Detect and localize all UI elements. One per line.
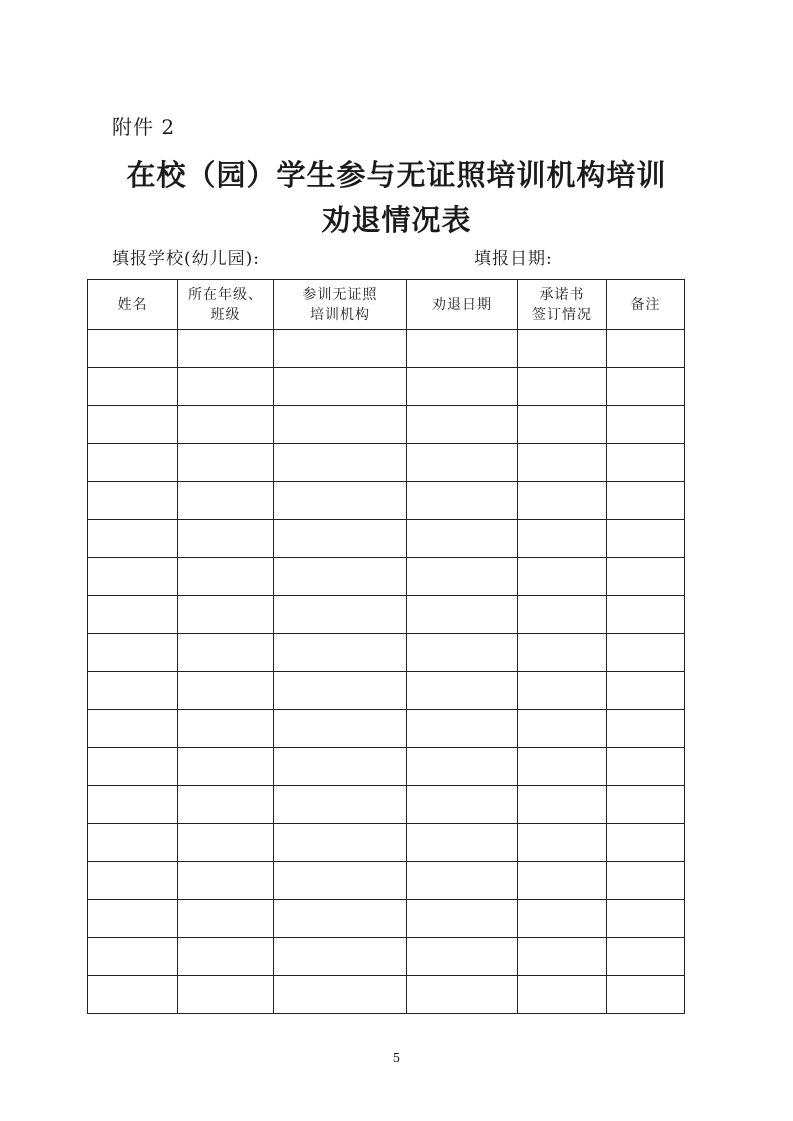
cell-remarks xyxy=(607,520,685,558)
header-remarks-text: 备注 xyxy=(630,296,661,313)
cell-remarks xyxy=(607,938,685,976)
cell-name xyxy=(88,558,178,596)
cell-commitment-status xyxy=(518,824,607,862)
cell-grade-class xyxy=(178,634,274,672)
cell-commitment-status xyxy=(518,368,607,406)
table-row xyxy=(88,976,685,1014)
cell-remarks xyxy=(607,406,685,444)
table-row xyxy=(88,634,685,672)
header-unlicensed-institution-line1: 参训无证照 xyxy=(302,286,378,303)
cell-grade-class xyxy=(178,482,274,520)
cell-name xyxy=(88,900,178,938)
cell-persuasion-date xyxy=(407,558,518,596)
cell-persuasion-date xyxy=(407,976,518,1014)
cell-grade-class xyxy=(178,710,274,748)
cell-commitment-status xyxy=(518,672,607,710)
cell-unlicensed-institution xyxy=(274,976,407,1014)
table-row xyxy=(88,938,685,976)
cell-unlicensed-institution xyxy=(274,710,407,748)
cell-name xyxy=(88,596,178,634)
cell-unlicensed-institution xyxy=(274,862,407,900)
cell-commitment-status xyxy=(518,786,607,824)
document-title-line-1: 在校（园）学生参与无证照培训机构培训 xyxy=(126,158,667,192)
header-remarks xyxy=(607,280,685,330)
table-row xyxy=(88,368,685,406)
header-persuasion-date-text: 劝退日期 xyxy=(432,296,492,313)
cell-grade-class xyxy=(178,748,274,786)
cell-name xyxy=(88,824,178,862)
cell-persuasion-date xyxy=(407,824,518,862)
cell-name xyxy=(88,406,178,444)
cell-unlicensed-institution xyxy=(274,634,407,672)
cell-grade-class xyxy=(178,596,274,634)
cell-unlicensed-institution xyxy=(274,444,407,482)
table-row xyxy=(88,672,685,710)
cell-name xyxy=(88,672,178,710)
cell-grade-class xyxy=(178,444,274,482)
cell-grade-class xyxy=(178,976,274,1014)
cell-grade-class xyxy=(178,520,274,558)
cell-commitment-status xyxy=(518,748,607,786)
cell-commitment-status xyxy=(518,482,607,520)
header-name xyxy=(88,280,178,330)
document-title-line-2: 劝退情况表 xyxy=(321,203,472,237)
cell-grade-class xyxy=(178,330,274,368)
cell-unlicensed-institution xyxy=(274,900,407,938)
cell-remarks xyxy=(607,634,685,672)
cell-name xyxy=(88,710,178,748)
cell-persuasion-date xyxy=(407,444,518,482)
cell-unlicensed-institution xyxy=(274,596,407,634)
cell-name xyxy=(88,786,178,824)
cell-unlicensed-institution xyxy=(274,672,407,710)
cell-persuasion-date xyxy=(407,900,518,938)
cell-commitment-status xyxy=(518,900,607,938)
cell-commitment-status xyxy=(518,938,607,976)
cell-grade-class xyxy=(178,558,274,596)
cell-name xyxy=(88,748,178,786)
cell-commitment-status xyxy=(518,710,607,748)
cell-persuasion-date xyxy=(407,596,518,634)
cell-unlicensed-institution xyxy=(274,368,407,406)
cell-unlicensed-institution xyxy=(274,938,407,976)
header-commitment-status xyxy=(518,280,607,330)
cell-name xyxy=(88,634,178,672)
cell-grade-class xyxy=(178,824,274,862)
cell-grade-class xyxy=(178,672,274,710)
cell-unlicensed-institution xyxy=(274,520,407,558)
cell-remarks xyxy=(607,862,685,900)
cell-name xyxy=(88,938,178,976)
cell-persuasion-date xyxy=(407,330,518,368)
table-row xyxy=(88,406,685,444)
table-row xyxy=(88,444,685,482)
persuasion-record-table xyxy=(87,279,685,1014)
table-header-row xyxy=(88,280,685,330)
cell-remarks xyxy=(607,330,685,368)
cell-grade-class xyxy=(178,406,274,444)
cell-commitment-status xyxy=(518,596,607,634)
cell-unlicensed-institution xyxy=(274,330,407,368)
cell-remarks xyxy=(607,824,685,862)
table-row xyxy=(88,710,685,748)
cell-grade-class xyxy=(178,938,274,976)
cell-grade-class xyxy=(178,368,274,406)
cell-unlicensed-institution xyxy=(274,748,407,786)
cell-remarks xyxy=(607,976,685,1014)
table-row xyxy=(88,558,685,596)
cell-name xyxy=(88,444,178,482)
cell-grade-class xyxy=(178,786,274,824)
cell-unlicensed-institution xyxy=(274,824,407,862)
cell-persuasion-date xyxy=(407,482,518,520)
fill-school-label: 填报学校(幼儿园): xyxy=(112,249,260,269)
page-number: 5 xyxy=(392,1051,401,1065)
table-row xyxy=(88,330,685,368)
fill-date-label: 填报日期: xyxy=(474,249,553,269)
cell-grade-class xyxy=(178,862,274,900)
table-body xyxy=(88,330,685,1014)
cell-name xyxy=(88,976,178,1014)
cell-grade-class xyxy=(178,900,274,938)
header-commitment-status-line1: 承诺书 xyxy=(539,286,585,303)
header-commitment-status-line2: 签订情况 xyxy=(532,306,592,323)
cell-remarks xyxy=(607,900,685,938)
cell-name xyxy=(88,368,178,406)
cell-persuasion-date xyxy=(407,862,518,900)
header-unlicensed-institution-line2: 培训机构 xyxy=(310,306,370,323)
cell-remarks xyxy=(607,482,685,520)
cell-remarks xyxy=(607,444,685,482)
header-name-text: 姓名 xyxy=(117,296,148,313)
table-row xyxy=(88,862,685,900)
cell-commitment-status xyxy=(518,634,607,672)
cell-remarks xyxy=(607,710,685,748)
attachment-label: 附件 2 xyxy=(112,115,176,139)
table-row xyxy=(88,786,685,824)
cell-name xyxy=(88,482,178,520)
table-row xyxy=(88,824,685,862)
cell-unlicensed-institution xyxy=(274,558,407,596)
table-row xyxy=(88,520,685,558)
cell-remarks xyxy=(607,672,685,710)
cell-persuasion-date xyxy=(407,786,518,824)
table-row xyxy=(88,748,685,786)
cell-remarks xyxy=(607,596,685,634)
cell-persuasion-date xyxy=(407,672,518,710)
cell-name xyxy=(88,330,178,368)
cell-name xyxy=(88,862,178,900)
cell-commitment-status xyxy=(518,330,607,368)
table-row xyxy=(88,596,685,634)
header-grade-class-line2: 班级 xyxy=(210,306,241,323)
cell-remarks xyxy=(607,558,685,596)
cell-remarks xyxy=(607,748,685,786)
header-grade-class-line1: 所在年级、 xyxy=(188,286,263,303)
cell-persuasion-date xyxy=(407,406,518,444)
cell-name xyxy=(88,520,178,558)
cell-persuasion-date xyxy=(407,710,518,748)
cell-remarks xyxy=(607,786,685,824)
cell-commitment-status xyxy=(518,976,607,1014)
cell-persuasion-date xyxy=(407,938,518,976)
cell-commitment-status xyxy=(518,862,607,900)
cell-persuasion-date xyxy=(407,634,518,672)
cell-commitment-status xyxy=(518,444,607,482)
cell-commitment-status xyxy=(518,558,607,596)
cell-commitment-status xyxy=(518,406,607,444)
table-row xyxy=(88,482,685,520)
cell-persuasion-date xyxy=(407,748,518,786)
header-grade-class xyxy=(178,280,274,330)
header-unlicensed-institution xyxy=(274,280,407,330)
table-row xyxy=(88,900,685,938)
cell-unlicensed-institution xyxy=(274,406,407,444)
header-persuasion-date xyxy=(407,280,518,330)
cell-remarks xyxy=(607,368,685,406)
cell-unlicensed-institution xyxy=(274,482,407,520)
cell-unlicensed-institution xyxy=(274,786,407,824)
cell-commitment-status xyxy=(518,520,607,558)
cell-persuasion-date xyxy=(407,368,518,406)
cell-persuasion-date xyxy=(407,520,518,558)
